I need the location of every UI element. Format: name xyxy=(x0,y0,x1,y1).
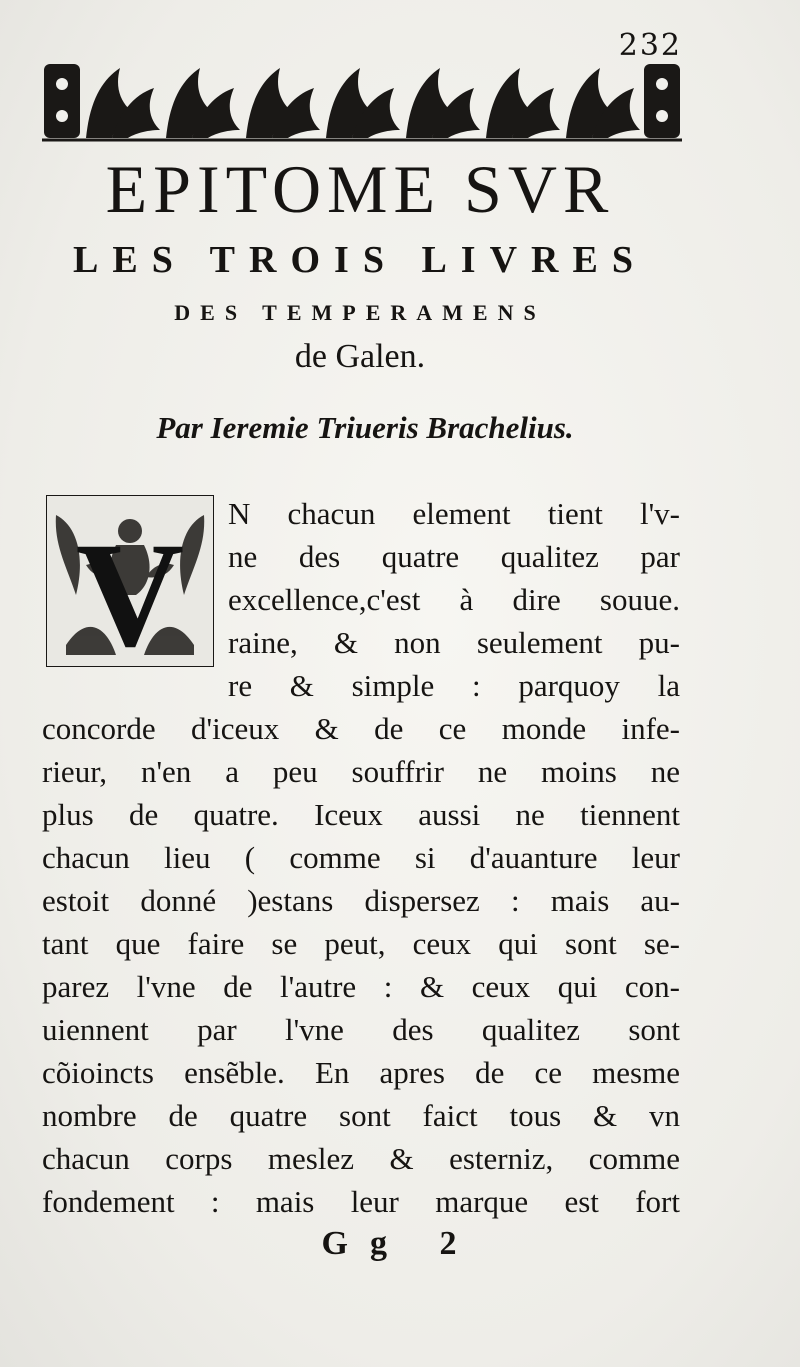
text-line: chacun lieu ( comme si d'auanture leur xyxy=(42,840,680,875)
text-line: re & simple : parquoy la xyxy=(228,668,680,703)
text-line: uiennent par l'vne des qualitez sont xyxy=(42,1012,680,1047)
text-line: fondement : mais leur marque est fort xyxy=(42,1184,680,1219)
subtitle-line-1: LES TROIS LIVRES xyxy=(73,239,647,281)
text-line: rieur, n'en a peu souffrir ne moins ne xyxy=(42,754,680,789)
text-line: parez l'vne de l'autre : & ceux qui con- xyxy=(42,969,680,1004)
text-line: cõioincts ensẽble. En apres de ce mesme xyxy=(42,1055,680,1090)
subtitle-line-2: DES TEMPERAMENS xyxy=(174,300,546,325)
text-line: ne des quatre qualitez par xyxy=(228,539,680,574)
text-line: tant que faire se peut, ceux qui sont se- xyxy=(42,926,680,961)
text-line: concorde d'iceux & de ce monde infe- xyxy=(42,711,680,746)
ornamental-headpiece xyxy=(42,60,682,142)
page-number: 232 xyxy=(618,28,682,63)
decorated-initial xyxy=(46,495,214,667)
text-line: raine, & non seulement pu- xyxy=(228,625,680,660)
dropcap-letter: V xyxy=(75,512,185,667)
text-line: estoit donné )estans dispersez : mais au- xyxy=(42,883,680,918)
signature-mark: Gg 2 xyxy=(321,1225,479,1262)
author-byline: Par Ieremie Triueris Brachelius. xyxy=(156,410,574,445)
text-line: nombre de quatre sont faict tous & vn xyxy=(42,1098,680,1133)
text-line: plus de quatre. Iceux aussi ne tiennent xyxy=(42,797,680,832)
title: EPITOME SVR xyxy=(105,151,615,227)
text-line: N chacun element tient l'v- xyxy=(228,496,680,531)
text-line: chacun corps meslez & esterniz, comme xyxy=(42,1141,680,1176)
subtitle-line-3: de Galen. xyxy=(294,338,426,375)
text-line: excellence,c'est à dire souue. xyxy=(228,582,680,617)
